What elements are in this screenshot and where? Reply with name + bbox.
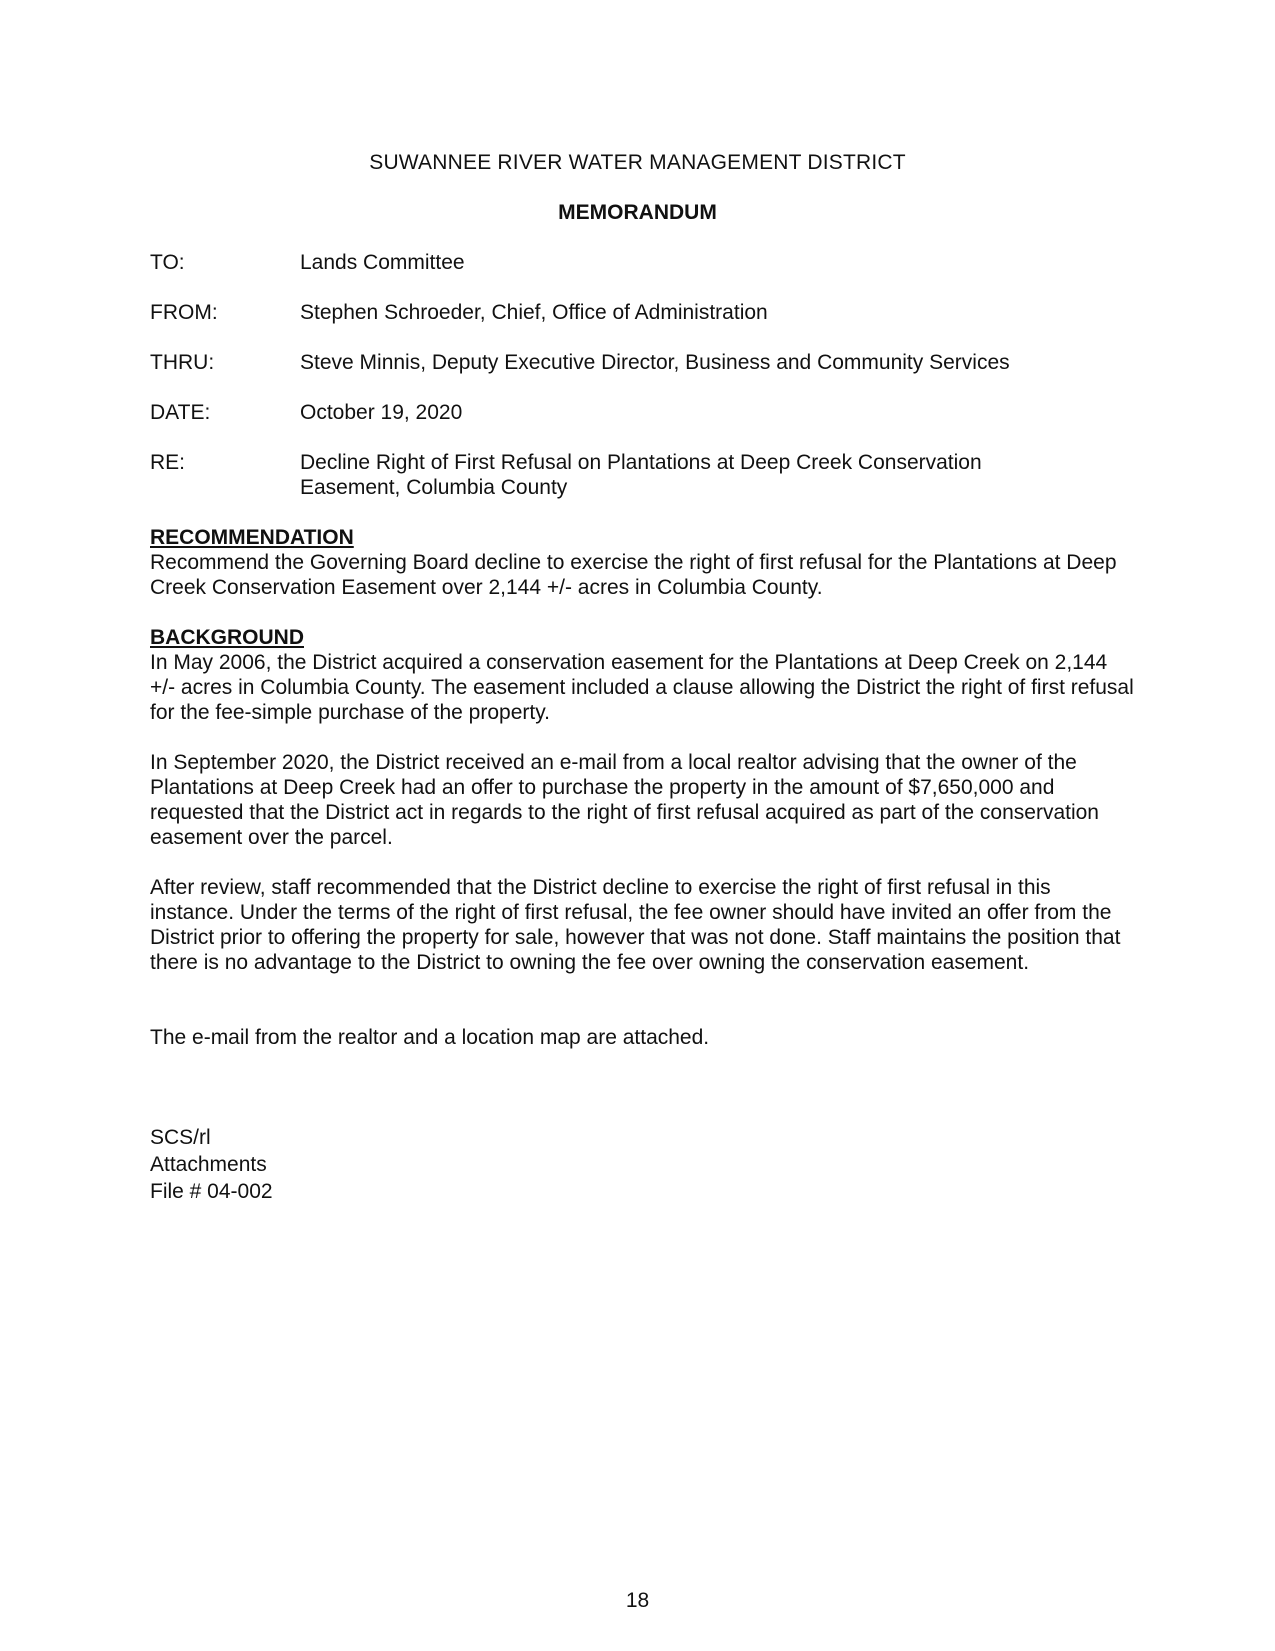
background-paragraph-1: In May 2006, the District acquired a conservation easement for the Plantations at Deep Creek on 2,144 +/- acres in Columbia County. The easement included a clause allowing the District the right of first refusal for the fee-simple purchase of the property. <box>150 651 1134 724</box>
background-paragraph-2: In September 2020, the District received an e-mail from a local realtor advising that the owner of the Plantations at Deep Creek had an offer to purchase the property in the amount of $7,650,000 and requested that the District act in regards to the right of first refusal acquired as part of the conservation easement over the parcel. <box>150 751 1099 849</box>
to-value: Lands Committee <box>300 251 465 274</box>
re-value-line-1: Decline Right of First Refusal on Plantations at Deep Creek Conservation <box>300 451 982 474</box>
date-label: DATE: <box>150 401 211 424</box>
thru-value: Steve Minnis, Deputy Executive Director, Business and Community Services <box>300 351 1010 374</box>
from-value: Stephen Schroeder, Chief, Office of Administration <box>300 301 768 324</box>
organization-name: SUWANNEE RIVER WATER MANAGEMENT DISTRICT <box>369 151 906 174</box>
recommendation-text: Recommend the Governing Board decline to exercise the right of first refusal for the Plantations at Deep Creek Conservation Easement over 2,144 +/- acres in Columbia County. <box>150 551 1117 599</box>
page-number: 18 <box>625 1589 650 1612</box>
re-label: RE: <box>150 451 186 474</box>
background-paragraph-4: The e-mail from the realtor and a location map are attached. <box>150 1026 710 1049</box>
author-initials: SCS/rl <box>150 1126 211 1149</box>
file-number: File # 04-002 <box>150 1180 273 1203</box>
background-section <box>150 625 1135 725</box>
to-label: TO: <box>150 251 185 274</box>
background-heading: BACKGROUND <box>150 626 304 649</box>
re-value <box>300 450 1130 500</box>
memo-title: MEMORANDUM <box>558 201 717 224</box>
date-value: October 19, 2020 <box>300 401 463 424</box>
attachments-note: Attachments <box>150 1153 267 1176</box>
recommendation-heading: RECOMMENDATION <box>150 526 354 549</box>
closing-block <box>150 1125 273 1206</box>
background-paragraph-3: After review, staff recommended that the District decline to exercise the right of first refusal in this instance. Under the terms of the right of first refusal, the fee owner should have invited an offer from the District prior to offering the property for sale, however that was not done. Staff maintains the position that there is no advantage to the District to owning the fee over owning the conservation easement. <box>150 876 1121 974</box>
thru-label: THRU: <box>150 351 215 374</box>
recommendation-section <box>150 525 1135 600</box>
re-value-line-2: Easement, Columbia County <box>300 476 568 499</box>
from-label: FROM: <box>150 301 218 324</box>
